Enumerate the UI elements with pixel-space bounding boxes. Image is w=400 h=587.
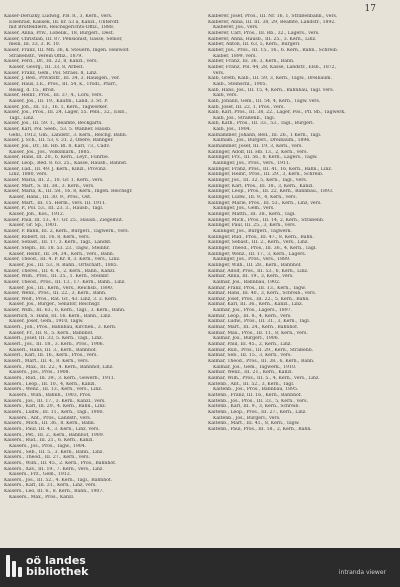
directory-entry: Kalb, Jos., 1904. xyxy=(213,127,251,133)
directory-entry: Kaisers., Frz., Gem., 1912. xyxy=(9,472,72,478)
directory-entry: Tagl., Linz. xyxy=(9,115,35,121)
directory-entry: Kallinger, Heinr., Pros., III. 29., 3, Kern., Schreib. xyxy=(208,172,324,178)
directory-entry: Kalb, vers. xyxy=(213,93,238,99)
directory-entry: Kaiserl., Joh., Pros., Bahnbau, Kirchen., 3. Kern. xyxy=(4,325,117,331)
directory-entry: Kaisers., Wilh., Bahnh., 1903, Pros. xyxy=(9,392,92,398)
directory-entry: Kalmar, Wenz., III. 21., Kern., Kanzl. xyxy=(208,370,293,376)
directory-entry: Kaiser, Jos., III. 59. 1., Beamte, Beckgärts. xyxy=(4,121,103,127)
directory-entry: Kaiserl., Mart., III. 4., 8. Kern., vers. xyxy=(4,359,90,365)
viewer-label: intranda viewer xyxy=(338,569,386,576)
directory-entry: Kaiser, Franz, III. Mh. 36, k. Steuern, Ingen. Heilwolf. xyxy=(4,47,130,53)
directory-entry: Kaiser, Mart., S. III. 38., 3. Kern., vers. xyxy=(4,183,95,189)
directory-entry: Kaisers., Seb., III. 5., 3. Kern., Bahn., Linz. xyxy=(4,449,104,455)
directory-entry: Kaiser, Christian, III. 87. Pensionist, Gasse, Senior, xyxy=(4,36,123,42)
directory-entry: vers. xyxy=(213,70,225,76)
directory-entry: Kallinger, Wenz., III. 17., 3, Kern., Lagers. xyxy=(208,251,307,257)
directory-entry: Kaiser, Joh., Kos., 1912. xyxy=(9,211,65,217)
directory-entry: Kallinger, Jos., Pros., vers., 1911. xyxy=(213,161,291,167)
directory-entry: Kallhammer, Josef, III. 19, 3, Kern., vers. xyxy=(208,144,303,150)
directory-entry: Kalmar, Adolf, Pros., III. 53., 6, Kern., Linz. xyxy=(208,268,309,274)
directory-entry: Kaiser, Lud., III. 49. J. Kern., Kinzl., Provinz. xyxy=(4,166,107,172)
directory-entry: Kaiser, Haus, I.E., Pros., III. 54, k., Trödl., Pfarr., xyxy=(4,81,118,87)
directory-entry: Kaisers., Theod., III. 27., Kern., vers. xyxy=(4,455,90,461)
directory-entry: Kalb., Steinschl., 1905. xyxy=(213,81,267,87)
directory-entry: Kallinger, Theod., Pros., III. 36., 4, Kern., Tagl. xyxy=(208,245,317,251)
logo-line-1: oö landes xyxy=(26,554,86,567)
directory-entry: Kaisers., Jos., III. 17., 3. Kern., Kanzl., vers. xyxy=(4,398,106,404)
directory-entry: Kallhammer, Johann, Bed., III. 26., 1 Kern., Tagl. xyxy=(208,132,322,138)
directory-entry: Kalmar, Theod., Pros., III. 38., 6, Kern., Bahn. xyxy=(208,359,315,365)
directory-entry: Kaiser, Jos., Dr., III. Hb. Bl. 8, Karl, 73., Cadv. xyxy=(4,144,110,150)
directory-entry: Kaiser, Mart., III. 15. Herm., vers. III. 1911. xyxy=(4,200,107,206)
directory-entry: Kallinger, Rud., Pros., III. 47., 8, Kern., Bahn. xyxy=(208,234,314,240)
directory-entry: Kaltenb., Leop., Pros., III. 27., Kern., Linz. xyxy=(208,409,307,415)
directory-entry: Kalberer, Anna, Hausb., III. 25., 3. Kern., Linz. xyxy=(208,36,317,42)
directory-entry: Kaiserlich, S. Hans, III. 16. Kern., Bahn., Linz. xyxy=(4,313,112,319)
directory-entry: Kallinger, Jos., Gem., vers. xyxy=(213,206,275,212)
directory-entry: Kaiser, Ferd., Dr., III. 22, 8, Kanzl., vers. xyxy=(4,59,98,65)
directory-entry: Kaisers., Rud., III. 21., 6. Kern., Kanzl. xyxy=(4,438,94,444)
directory-entry: Kaiser, Heinr., Pros., III. 37, 4., Loru, vers. xyxy=(4,93,103,99)
directory-entry: Kaiser, Joh., III. 13., 16. 1, Kern., Tagwerker. xyxy=(4,104,108,110)
directory-entry: Kaltenb., Jos., Bürgerl., vers. xyxy=(213,415,281,421)
directory-entry: Kaltenb., Jos., Pros., Bahnbau, 1895. xyxy=(213,387,299,393)
directory-entry: Kaisers., Xav., III. 19., 7. Kern., vers., Linz. xyxy=(4,466,104,472)
directory-entry: Gehl., 1912, Gm., Landstr., 3. Kern., Reichg. Bahn. xyxy=(9,132,128,138)
directory-entry: Kalmar, Paul, III. 45., 2, Kern., Linz. xyxy=(208,342,292,348)
library-logo[interactable] xyxy=(6,555,88,577)
directory-entry: Kaisers., Karl, III. 29., 4. Kern., Bahn., Linz. xyxy=(4,404,107,410)
directory-entry: Kaiser, Hans., III. 30. 9., Pros., Ost. xyxy=(9,195,92,200)
directory-entry: Kaisers., Paul, III. 4., 3. Kern., Linz, vers. xyxy=(4,426,100,432)
directory-entry: Kalmar, Seb., III. 15., 3, Kern., vers. xyxy=(208,353,292,359)
directory-entry: Straßenstr., Verein Offiz., 1879. xyxy=(9,53,83,59)
directory-entry: Kalb, Karl, Pros., III. 38, 22., Lager, Pos., Pfl. 8b., Tagwerk. xyxy=(208,110,346,116)
directory-entry: Kalb, Greth, Kalb., III. 59, 3, Kern., Tagw., Dreibaum. xyxy=(208,76,332,82)
directory-entry: Kaiser, Karl, Pol. Seeb., 53. 5. Wanner, Hausb. xyxy=(4,127,112,133)
directory-entry: Kaiser, Steph., III. 18. 53. 23., Tagw., Steinhr. xyxy=(4,245,110,251)
directory-entry: Linz, 1880, vers. xyxy=(9,172,48,178)
directory-entry: Kaiser, Jos., III. 19., Kaufm., Land, 3. St. P. xyxy=(9,98,108,104)
directory-entry: Kalb, Kath., Pros., III. 33., 53., Tagl., Bürgerl. xyxy=(208,121,315,127)
page-number: 17 xyxy=(364,4,376,14)
directory-entry: Kaiserl., Josef, III. 33, 5. Kern., Tagl., Linz. xyxy=(4,336,104,342)
directory-entry: Kallinger, Sebast., III. 2., Kern., vers., Linz. xyxy=(208,240,309,246)
directory-entry: Kaiser, Franz, Gem., Pol. Strass. 8, Linz. xyxy=(4,70,98,76)
directory-entry: Kalber, Jos., Pros., III. 15., 16., 6. Kern., Bahn., Schreib. xyxy=(208,47,339,53)
directory-entry: Kallinger, Adolf, III. Hb. 13., 2, Kern., vers. xyxy=(208,149,308,155)
directory-entry: Kalb, Johann, Gem., III. 54, 4, Kern., Tagw. vers. xyxy=(208,98,321,104)
directory-entry: Kaltenb., Paul, Pros., III. 18., 2, Kern., Bahn. xyxy=(208,426,312,432)
directory-entry: Kaisers., Rud., III. 39., 3. Kern., Gewerb., 1911. xyxy=(4,376,116,381)
directory-entry: Kaisers., Jos., Pros., 1908. xyxy=(9,370,70,376)
directory-entry: Kaiser, Heinr., III. 34, 34., Kern., vers., Bahn. xyxy=(9,251,115,257)
directory-entry: Kaiser, J. Sch., III. 53, v. 31. 2, Obere, Bahnger. xyxy=(4,138,114,144)
directory-entry: Kallinger, Frz., III. 56., 8, Kern., Lagers., Tagw. xyxy=(208,155,318,161)
directory-entry: Kalmar, Leop., III. 8., 4, Kern., vers. xyxy=(208,313,292,319)
directory-entry: Kaisers., Karl, III. 31., Kern., Linz, vers. xyxy=(4,483,97,489)
directory-entry: mit Brutfeldlern, Reichsgerichts-Offiz., 1888. xyxy=(9,25,115,31)
directory-entry: Kalb, Josef, III. 22, 1, Pros., vers. xyxy=(208,104,285,110)
directory-entry: Kalmar, Wilh., Pros., III. 5., 4, Kern., vers., Linz. xyxy=(208,376,320,381)
directory-entry: Reisig, d. 15., Brod. xyxy=(9,87,56,93)
right-column xyxy=(208,14,386,544)
directory-entry: Kalmar, Mart., III. 24., Kern., Bahnhof. xyxy=(208,325,299,331)
directory-entry: Kaisers., Mich., III. 36., 8. Kern., Bahn. xyxy=(4,421,96,427)
directory-entry: Kaiserl., Karl, III. 16., Kern., Pros., vers. xyxy=(4,353,98,359)
directory-entry: Kaiser, P., Pol. 53., III. 23. 3., Hausb., Tagl. xyxy=(4,206,104,212)
directory-entry: Kalmar, Josef, Pros., III. 22., 5, Kern., Bahn. xyxy=(208,296,310,302)
directory-entry: Kalmar, Hans, III. 40., 3, Kern., Schreib., vers. xyxy=(208,291,317,297)
directory-entry: Kaiser, Sebast., III. 17. 3. Kern., Tagl., Landst. xyxy=(4,240,112,246)
directory-entry: Kaltenb., Karl, III. 9., 3, Kern., Schreib. xyxy=(208,404,300,410)
directory-entry: Kallinger, Paul, III. 25., 3, Kern., vers. xyxy=(208,223,297,229)
directory-entry: Kallinger, Jos., Bürgerl., Tagwerk. xyxy=(213,228,292,234)
directory-entry: Kaiser, Theod., III. 4. P. Kr. 8, 3. Kern., vers., Linz. xyxy=(4,257,121,263)
directory-entry: Kalmar, Karl, III. 36., Kern., Kanzl., Linz. xyxy=(208,302,304,308)
directory-entry: Kallinger, Matth., III. 38., Kern., Tagl. xyxy=(208,211,296,217)
directory-entry: Kaisers., Jos., III. 52., 4. Kern., Tagl., Bahnhof. xyxy=(4,477,112,483)
directory-entry: Kaiser, Leop., Bed. 8. 63. 25., Kasse, Hausb., Bahnst. xyxy=(4,161,128,167)
directory-entry: Kaiser, Maria, K., III. 58., 16. 8, Kern., Ingen. Reichsgr. xyxy=(4,189,133,195)
directory-entry: Kaiser, Jos., III., Kern., vers., Reichsb., 1890. xyxy=(9,285,114,291)
library-logo-icon xyxy=(6,555,22,577)
directory-entry: Kaiser, Jos., Pros., III. 24, Lager, 55. Pebl., 32., Elsb., xyxy=(4,110,128,116)
directory-entry: Kaiser, Hans, III. 20., 6, Kern., Leyr., Fuhrbe. xyxy=(4,155,110,161)
directory-entry: Kaiser, Josef, Gem., 1910, Tagw. xyxy=(9,319,84,325)
directory-entry: Kaisers., Jos., Pros., Tagw., 1904. xyxy=(9,443,87,449)
logo-line-2: bibliothek xyxy=(26,565,89,578)
directory-entry: Kaiser, Paul, III. 13., 47. Gr. 25., Hausb., Ziegelhüt. xyxy=(4,217,124,223)
directory-entry: Kaiser, Robert, III. 16. 8, Kern., vers. xyxy=(4,234,91,240)
directory-entry: Kaisers., Max., III. 22., 4. Kern., Bahnhof, Linz. xyxy=(4,364,114,370)
directory-entry: Kallinger, Jos., Pros., vers., 1889. xyxy=(213,257,291,263)
directory-entry: Kalmar, Jos., Bahnbau, 1902. xyxy=(213,279,281,285)
directory-entry: Kaiserl., Hans, III. 3., Kern., Bahnhof. xyxy=(9,347,97,353)
directory-entry: Kaiser-Deruzky, Ludwig, P.B. 8., 3, Kern., vers. xyxy=(4,14,113,19)
directory-entry: Kalb, Hans, Jos., III. 15, 4, Kern., Bahnbau, Tagl. vers. xyxy=(208,87,335,93)
directory-entry: Kaltenb., Jos., Pros., III. 33., 5, Kern., vers. xyxy=(208,398,308,404)
directory-entry: Kaiser, Jos., III. 53., 8. Bahn., Ortschaft., 1885. xyxy=(9,262,119,268)
left-column xyxy=(4,14,182,544)
directory-entry: Kaiser, Anna, Priv., Lobelik., 18, Bürgerl., Dest. xyxy=(4,30,115,36)
directory-entry: Kaiser, Maria, III. 2., 10. Gr. 1, Kern., vers. xyxy=(4,178,104,184)
directory-entry: Kaiser, Wolf., Pros., Rat. Gr., 43. Linz, 3. 2. Kern. xyxy=(4,296,118,302)
directory-entry: Kallinger, Leop., Pros., III. 22, Kern., Bahnbau., 1893. xyxy=(208,189,334,195)
directory-entry: Kalmar, Anna, III. 19., 3, Kern., vers. xyxy=(208,274,294,280)
directory-entry: Kaiser, Wilh., III. 63., 6, Kern., Tagl., 3. Kern., Bahn. xyxy=(4,308,126,314)
directory-entry: Kaiser, Georg., III. 33, 8, Arbeit. xyxy=(9,64,84,70)
directory-entry: Kaiser, Jos., Bürger., Senator, Reichsgr. xyxy=(9,302,101,308)
directory-entry: Kallinger, Franz, Pros., III. 41, 16, Kern., Bahn., Linz. xyxy=(208,166,333,172)
directory-entry: Kalmar, Jos., Gem., Tagwerk., 1910. xyxy=(213,364,297,370)
directory-entry: Kallinger, Marie, Pros., III. 53., Kern., Linz, vers. xyxy=(208,200,322,206)
directory-entry: Kallinger, Mich., Pros., III. 14, 2, Kern., Straßenb. xyxy=(208,217,325,223)
directory-entry: Kallinger, Jos., III. 32, 5, Kern., Tagl., vers. xyxy=(208,178,308,184)
directory-entry: Kallinger, Wilh., III. 28., Kern., Bahnhof. xyxy=(208,262,302,268)
directory-entry: Kaiser, Gr. Sp., 1901. xyxy=(9,223,59,229)
directory-entry: Kalmar, Jos., Pros., Lagers., 1897. xyxy=(213,308,293,314)
directory-entry: Kalmar, Jos., Bürgerl., 1906. xyxy=(213,336,280,342)
directory-entry: Kaiser, Jos., Jos., Volksmark., 1885. xyxy=(9,149,91,155)
directory-entry: Kaisers., Max., Pros., Kanzl. xyxy=(9,494,75,500)
directory-entry: Kalmar, Max., Pros., III. 11., 8, Kern., vers. xyxy=(208,330,308,336)
directory-entry: mein, III. 33, 3. R. 10. xyxy=(9,42,61,48)
directory-entry: Kallinger, Ludw., III. 9., 4, Kern., vers. xyxy=(208,195,297,200)
directory-entry: Kalberer, Jos., vers. xyxy=(213,25,259,31)
directory-entry: Elsenrad, Kalisek, III. kr. 53 a, Kanzl., Unteroff. xyxy=(9,19,120,25)
directory-entry: Kaiser, Wenz., Pros., III. 22., 3, Kern., Bahn. xyxy=(4,291,107,297)
directory-entry: Kalmar, Rud., Pros., III. 29., Kern., Straßenb. xyxy=(208,347,314,353)
directory-entry: Kaiser, Fr., III. 8., 5. Kern., Bahnhof. xyxy=(9,330,94,336)
directory-entry: Kaiser, Wilh., Pros., III. 35., 1. Kern., Steinbr. xyxy=(4,274,110,280)
directory-entry: Kaisers., Leop., III. 10., 4, Kern., Kanzl. xyxy=(4,381,96,387)
directory-entry: Kalber, 1899, vers. xyxy=(213,53,257,59)
directory-entry: Kalber, Franz, Pol. 44, 28, Kasse, Landstr., Elsb., 1872, xyxy=(208,64,337,70)
directory-entry: Kalb, Jos., Straßenb., Tagl. xyxy=(213,115,276,121)
directory-entry: Kaiser, Theod., Pros., III. 13., 17. Kern., Bahn., Linz. xyxy=(4,279,126,285)
directory-entry: Kalber, Franz, III. 36. 3, Kern., Bahn. xyxy=(208,59,295,65)
directory-entry: Kaiser, Theres., III. 4. 4., 2. Kern., Bahn., Kanzl. xyxy=(4,268,116,274)
directory-entry: Kalber, Anton, III. 63, 5, Kern., Bürgerl. xyxy=(208,42,301,48)
library-logo-text xyxy=(26,555,88,577)
directory-entry: Kaiserl., Jos., III. 18., 3. Kern., Pros., 1906. xyxy=(4,342,105,348)
directory-entry: Kaltenb., Mart., III. 41., 8, Kern., Tagw. xyxy=(208,421,300,427)
directory-entry: Kaltenb., Ant., III. 52., 3, Kern., Tagl. xyxy=(208,381,295,387)
directory-entry: Kaisers., Wenz., III. 13., Kern., vers., Linz. xyxy=(4,387,103,393)
directory-entry: Kaisers., Pet., III. 2., Kern., Bahnhof, 1909. xyxy=(4,432,105,438)
directory-entry: Kaiser, J. Bed., Privatstr., III. 34, 3. Hausgen., ver. xyxy=(4,76,120,82)
directory-entry: Kalberer, Josef, Pros., III. Nr. 16, 1, Straßenbahn., vers. xyxy=(208,14,338,19)
directory-entry: Kaltenb., Franz, III. 16., Kern., Bahnhof. xyxy=(208,392,302,398)
directory-entry: Kalberer, Anna, III. III. 38, 29, Beamte, Landstr., 1892. xyxy=(208,19,336,25)
directory-entry: Kallinger, Karl, Pros., III. 18., 3, Kern., Kanzl. xyxy=(208,183,314,189)
directory-entry: Kaisers., Ant., Pros., Landstr., vers. xyxy=(9,415,92,421)
directory-entry: Kaiser, P. Bann, III. 2, Kern., Bürgerl., Tagwerk., vers. xyxy=(4,228,130,234)
directory-entry: Kaisers., Wilh., III. 45., 2. Kern., Pros., Bahnhof. xyxy=(4,460,117,466)
directory-entry: Kallham., Jos., Bürgerl., Dreibaum., 1896. xyxy=(213,138,311,144)
directory-entry: Kalberer, Carl, Pros., III. Rb., 32., Lagers., vers. xyxy=(208,30,320,36)
directory-entry: Kaisers., Ludw., III. 11., Kern., Tagl., 1900. xyxy=(4,409,104,415)
directory-entry: Kaisers., Leo, III. 6., 8. Kern., Bahn., 1907. xyxy=(4,489,104,495)
directory-entry: Kalmar, Ludw., Pros., III. 31., 3, Kern., Tagl. xyxy=(208,319,311,325)
directory-entry: Kalmar, Franz, Pros., III. 13., Kern., Tagw. xyxy=(208,285,306,291)
